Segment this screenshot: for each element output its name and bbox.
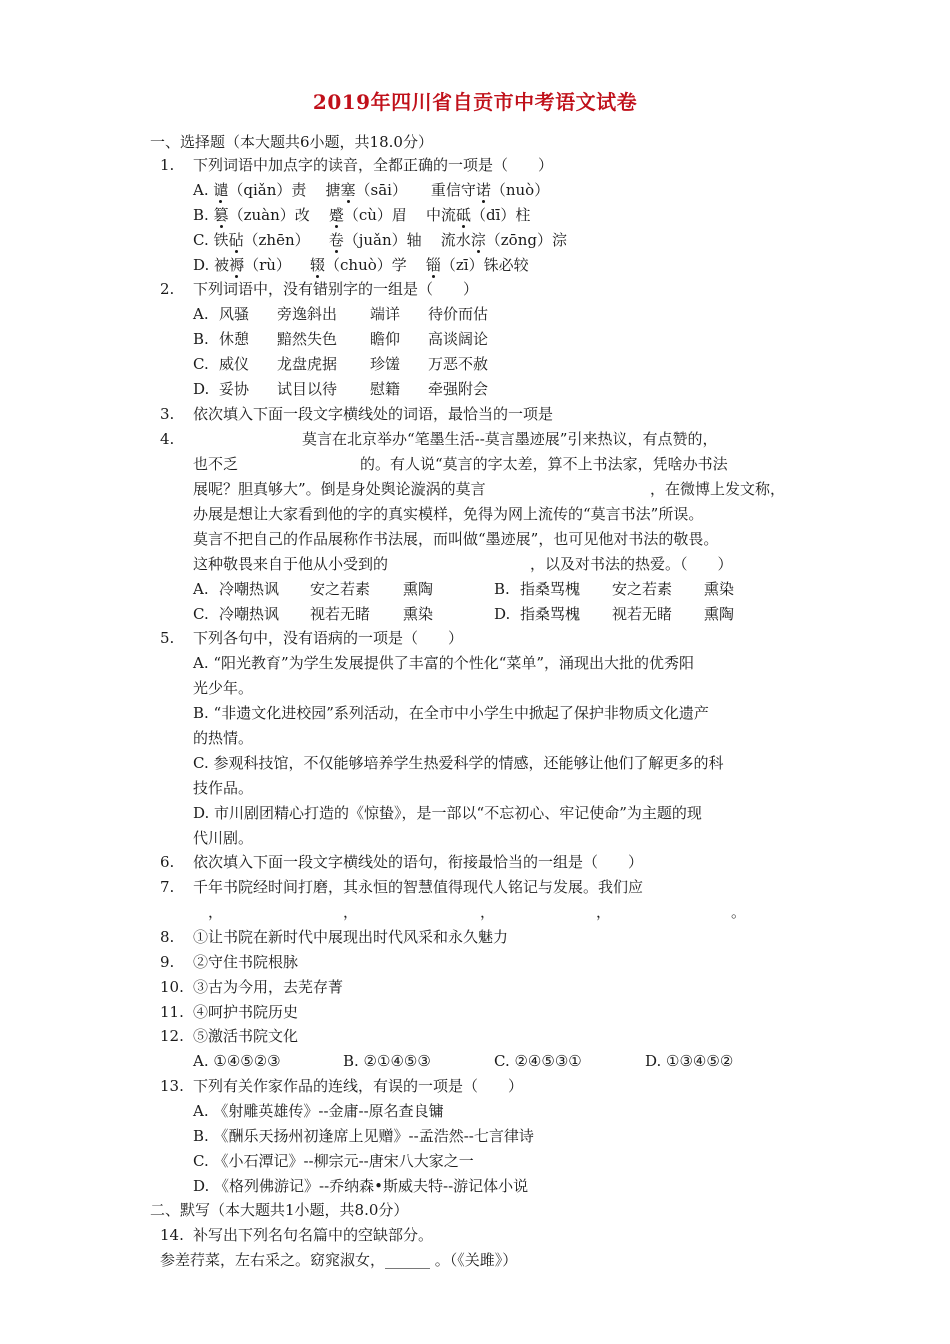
q8-number: 8.	[160, 928, 175, 946]
q2-number: 2.	[160, 280, 175, 298]
q13-option-a: A. 《射雕英雄传》--金庸--原名查良镛	[193, 1102, 444, 1120]
q7-number: 7.	[160, 878, 175, 896]
q11-text: ④呵护书院历史	[193, 1003, 299, 1021]
q5-number: 5.	[160, 629, 175, 647]
q4-line-5: 莫言不把自己的作品展称作书法展，而叫做“墨迹展”，也可见他对书法的敬畏。	[193, 530, 719, 548]
dotted-char: 锱	[425, 256, 441, 274]
q1-option-c: C. 铁砧（zhēn） 卷（juǎn）轴 流水淙（zōng）淙	[193, 231, 567, 249]
q11-number: 11.	[160, 1003, 184, 1021]
q3-number: 3.	[160, 405, 175, 423]
dotted-char: 塞	[340, 181, 356, 199]
exam-title: 2019年四川省自贡市中考语文试卷	[312, 90, 638, 114]
q5-option-c-cont: 技作品。	[193, 779, 254, 797]
q4-line-4: 办展是想让大家看到他的字的真实模样，免得为网上流传的“莫言书法”所误。	[193, 505, 704, 523]
q4-line-3a: 展呢？胆真够大”。倒是身处舆论漩涡的莫言	[193, 480, 486, 498]
q6-number: 6.	[160, 853, 175, 871]
q1-option-d: D. 被褥（rù） 辍（chuò）学 锱（zī）铢必较	[193, 256, 529, 274]
section-2-heading: 二、默写（本大题共1小题，共8.0分）	[150, 1201, 409, 1219]
dotted-char: 蹙	[328, 206, 344, 224]
dotted-char: 褥	[229, 256, 245, 274]
q13-stem: 下列有关作家作品的连线，有误的一项是（ ）	[193, 1077, 524, 1095]
q12-text: ⑤激活书院文化	[193, 1027, 299, 1045]
q8-text: ①让书院在新时代中展现出时代风采和永久魅力	[193, 928, 509, 946]
q14-stem: 补写出下列名句名篇中的空缺部分。	[193, 1226, 434, 1244]
dotted-char: 砧	[228, 231, 244, 249]
q12-number: 12.	[160, 1027, 184, 1045]
q1-number: 1.	[160, 156, 175, 174]
q7-stem: 千年书院经时间打磨，其永恒的智慧值得现代人铭记与发展。我们应	[193, 878, 644, 896]
exam-page: 2019年四川省自贡市中考语文试卷 一、选择题（本大题共6小题，共18.0分） 1. 下列词语中加点字的读音，全都正确的一项是（ ） A. 谴（qiǎn）责 搪塞（sāi） 重信守诺（nuò） B. 篡（zuàn）改 蹙（cù）眉 中流砥（dī）柱 C. 铁砧（zhēn） 卷（juǎn）轴 流水淙（zōng）淙 D. 被褥（rù） 辍（chuò）学 锱（zī）铢必较 2. 下列词语中，没有错别字的一组是（ ） A. 风骚 旁逸斜出 端详 待价而估 B. 休憩 黯然失色 瞻仰 高谈阔论 C. 威仪 龙盘虎据 珍馐 万恶不赦 D. 妥协 试目以待 慰籍 牵强附会 3. 依次填入下面一段文字横线处的词语，最恰当的一项是 4. 莫言在北京举办“笔墨生活--莫言墨迹展”引来热议，有点赞的， 也不乏 的。有人说“莫言的字太差，算不上书法家，凭啥办书法 展呢？胆真够大”。倒是身处舆论漩涡的莫言 ，在微博上发文称， 办展是想让大家看到他的字的真实模样，免得为网上流传的“莫言书法”所误。 莫言不把自己的作品展称作书法展，而叫做“墨迹展”，也可见他对书法的敬畏。 这种敬畏来自于他从小受到的 ，以及对书法的热爱。（ ） A. 冷嘲热讽 安之若素 熏陶 B. 指桑骂槐 安之若素 熏染 C. 冷嘲热讽 视若无睹 熏染 D. 指桑骂槐 视若无睹 熏陶 5. 下列各句中，没有语病的一项是（ ） A. “阳光教育”为学生发展提供了丰富的个性化“菜单”，涌现出大批的优秀阳 光少年。 B. “非遗文化进校园”系列活动，在全市中小学生中掀起了保护非物质文化遗产 的热情。 C. 参观科技馆，不仅能够培养学生热爱科学的情感，还能够让他们了解更多的科 技作品。 D. 市川剧团精心打造的《惊蛰》，是一部以“不忘初心、牢记使命”为主题的现 代川剧。 6. 依次填入下面一段文字横线处的语句，衔接最恰当的一组是（ ） 7. 千年书院经时间打磨，其永恒的智慧值得现代人铭记与发展。我们应 ， ， ， ， 。 8. ①让书院在新时代中展现出时代风采和永久魅力 9. ②守住书院根脉 10. ③古为今用，去芜存菁 11. ④呵护书院历史 12. ⑤激活书院文化 A. ①④⑤②③ B. ②①④⑤③ C. ②④⑤③① D. ①③④⑤② 13. 下列有关作家作品的连线，有误的一项是（ ） A. 《射雕英雄传》--金庸--原名查良镛 B. 《酬乐天扬州初逢席上见赠》--孟浩然--七言律诗 C. 《小石潭记》--柳宗元--唐宋八大家之一 D. 《格列佛游记》--乔纳森•斯威夫特--游记体小说 二、默写（本大题共1小题，共8.0分） 14. 补写出下列名句名篇中的空缺部分。 参差荇菜，左右采之。窈窕淑女，______ 。（《关雎》）	[0, 0, 950, 1344]
dotted-char: 辍	[310, 256, 326, 274]
q5-option-c: C. 参观科技馆，不仅能够培养学生热爱科学的情感，还能够让他们了解更多的科	[193, 754, 724, 772]
q14-number: 14.	[160, 1226, 184, 1244]
q5-option-d-cont: 代川剧。	[193, 829, 254, 847]
section-1-heading: 一、选择题（本大题共6小题，共18.0分）	[150, 133, 433, 151]
q9-number: 9.	[160, 953, 175, 971]
q5-option-d: D. 市川剧团精心打造的《惊蛰》，是一部以“不忘初心、牢记使命”为主题的现	[193, 804, 702, 822]
q5-option-a: A. “阳光教育”为学生发展提供了丰富的个性化“菜单”，涌现出大批的优秀阳	[193, 654, 695, 672]
dotted-char: 淙	[470, 231, 486, 249]
q2-stem: 下列词语中，没有错别字的一组是（ ）	[193, 280, 479, 298]
q5-option-b-cont: 的热情。	[193, 729, 254, 747]
q13-option-d: D. 《格列佛游记》--乔纳森•斯威夫特--游记体小说	[193, 1177, 529, 1195]
q1-stem: 下列词语中加点字的读音，全都正确的一项是（ ）	[193, 156, 554, 174]
q13-option-b: B. 《酬乐天扬州初逢席上见赠》--孟浩然--七言律诗	[193, 1127, 534, 1145]
q1-option-b: B. 篡（zuàn）改 蹙（cù）眉 中流砥（dī）柱	[193, 206, 531, 224]
q3-stem: 依次填入下面一段文字横线处的词语，最恰当的一项是	[193, 405, 554, 423]
q4-line-3b: ，在微博上发文称，	[650, 480, 786, 498]
q5-stem: 下列各句中，没有语病的一项是（ ）	[193, 629, 464, 647]
dotted-char: 卷	[328, 231, 344, 249]
q4-line-2a: 也不乏	[193, 455, 239, 473]
q5-option-b: B. “非遗文化进校园”系列活动，在全市中小学生中掀起了保护非物质文化遗产	[193, 704, 709, 722]
q4-line-6a: 这种敬畏来自于他从小受到的	[193, 555, 389, 573]
q5-option-a-cont: 光少年。	[193, 679, 254, 697]
q6-stem: 依次填入下面一段文字横线处的语句，衔接最恰当的一组是（ ）	[193, 853, 644, 871]
q9-text: ②守住书院根脉	[193, 953, 299, 971]
dotted-char: 诺	[475, 181, 491, 199]
q13-option-c: C. 《小石潭记》--柳宗元--唐宋八大家之一	[193, 1152, 474, 1170]
q10-text: ③古为今用，去芜存菁	[193, 978, 344, 996]
q4-line-1: 莫言在北京举办“笔墨生活--莫言墨迹展”引来热议，有点赞的，	[302, 430, 718, 448]
q4-line-6b: ，以及对书法的热爱。（ ）	[530, 555, 733, 573]
q4-number: 4.	[160, 430, 175, 448]
q1-option-a: A. 谴（qiǎn）责 搪塞（sāi） 重信守诺（nuò）	[193, 181, 550, 199]
dotted-char: 篡	[213, 206, 229, 224]
dotted-char: 谴	[213, 181, 229, 199]
q10-number: 10.	[160, 978, 184, 996]
dotted-char: 砥	[456, 206, 472, 224]
q4-line-2b: 的。有人说“莫言的字太差，算不上书法家，凭啥办书法	[360, 455, 728, 473]
q13-number: 13.	[160, 1077, 184, 1095]
q14-line: 参差荇菜，左右采之。窈窕淑女，______ 。（《关雎》）	[160, 1251, 518, 1269]
